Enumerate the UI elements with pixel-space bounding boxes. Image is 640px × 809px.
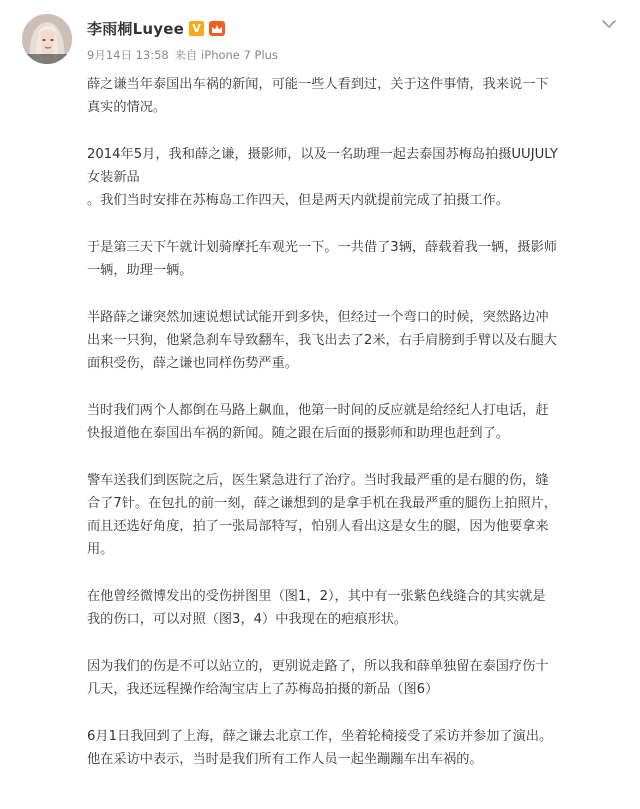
- post-paragraph: [87, 143, 622, 212]
- paragraph-line: 他在采访中表示，当时是我们所有工作人员一起坐蹦蹦车出车祸的。: [87, 752, 483, 767]
- author-avatar[interactable]: [22, 14, 72, 64]
- paragraph-line: 。我们当时安排在苏梅岛工作四天，但是两天内就提前完成了拍摄工作。: [87, 193, 509, 208]
- chevron-down-icon: [600, 17, 618, 31]
- paragraph-line: 快报道他在泰国出车祸的新闻。随之跟在后面的摄影师和助理也赶到了。: [87, 426, 509, 441]
- paragraph-line: 一辆，助理一辆。: [87, 263, 193, 278]
- post-paragraph: [87, 236, 622, 282]
- post-paragraph: [87, 399, 622, 445]
- paragraph-line: 女装新品: [87, 170, 140, 185]
- post-source: 来自 iPhone 7 Plus: [174, 48, 278, 62]
- post-paragraph: [87, 725, 622, 771]
- post-paragraph: [87, 585, 622, 631]
- paragraph-line: 而且还选好角度，拍了一张局部特写，怕别人看出这是女生的腿，因为他要拿来: [87, 519, 549, 534]
- post-paragraph: [87, 73, 622, 119]
- post-meta: [87, 47, 280, 63]
- post-paragraph: [87, 655, 622, 701]
- post-menu-button[interactable]: [600, 16, 618, 30]
- paragraph-line: 因为我们的伤是不可以站立的，更别说走路了，所以我和薛单独留在泰国疗伤十: [87, 659, 549, 674]
- author-name[interactable]: 李雨桐Luyee: [87, 20, 184, 38]
- paragraph-line: 用。: [87, 542, 114, 557]
- paragraph-line: 出来一只狗，他紧急刹车导致翻车，我飞出去了2米，右手肩膀到手臂以及右腿大: [87, 333, 557, 348]
- avatar-photo-icon: [22, 14, 72, 64]
- post-timestamp[interactable]: 9月14日 13:58: [87, 48, 169, 62]
- author-header: [87, 18, 225, 39]
- paragraph-line: 2014年5月，我和薛之谦，摄影师，以及一名助理一起去泰国苏梅岛拍摄UUJULY: [87, 147, 558, 162]
- paragraph-line: 当时我们两个人都倒在马路上飙血，他第一时间的反应就是给经纪人打电话，赶: [87, 403, 549, 418]
- verified-badge-icon[interactable]: V: [189, 21, 204, 36]
- paragraph-line: 薛之谦当年泰国出车祸的新闻，可能一些人看到过，关于这件事情，我来说一下: [87, 77, 549, 92]
- post-paragraph: [87, 469, 622, 561]
- paragraph-line: 合了7针。在包扎的前一刻，薛之谦想到的是拿手机在我最严重的腿伤上拍照片，: [87, 496, 557, 511]
- paragraph-line: 6月1日我回到了上海，薛之谦去北京工作，坐着轮椅接受了采访并参加了演出。: [87, 729, 553, 744]
- post-body: [87, 73, 622, 795]
- paragraph-line: 真实的情况。: [87, 100, 167, 115]
- paragraph-line: 面积受伤，薛之谦也同样伤势严重。: [87, 356, 298, 371]
- paragraph-line: 警车送我们到医院之后，医生紧急进行了治疗。当时我最严重的是右腿的伤，缝: [87, 473, 549, 488]
- paragraph-line: 在他曾经微博发出的受伤拼图里（图1，2），其中有一张紫色线缝合的其实就是: [87, 589, 546, 604]
- paragraph-line: 半路薛之谦突然加速说想试试能开到多快，但经过一个弯口的时候，突然路边冲: [87, 310, 549, 325]
- paragraph-line: 我的伤口，可以对照（图3，4）中我现在的疤痕形状。: [87, 612, 408, 627]
- post-paragraph: [87, 306, 622, 375]
- paragraph-line: 几天，我还远程操作给淘宝店上了苏梅岛拍摄的新品（图6）: [87, 682, 439, 697]
- member-badge-icon[interactable]: [209, 21, 225, 36]
- crown-icon: [211, 24, 223, 34]
- paragraph-line: 于是第三天下午就计划骑摩托车观光一下。一共借了3辆，薛载着我一辆，摄影师: [87, 240, 557, 255]
